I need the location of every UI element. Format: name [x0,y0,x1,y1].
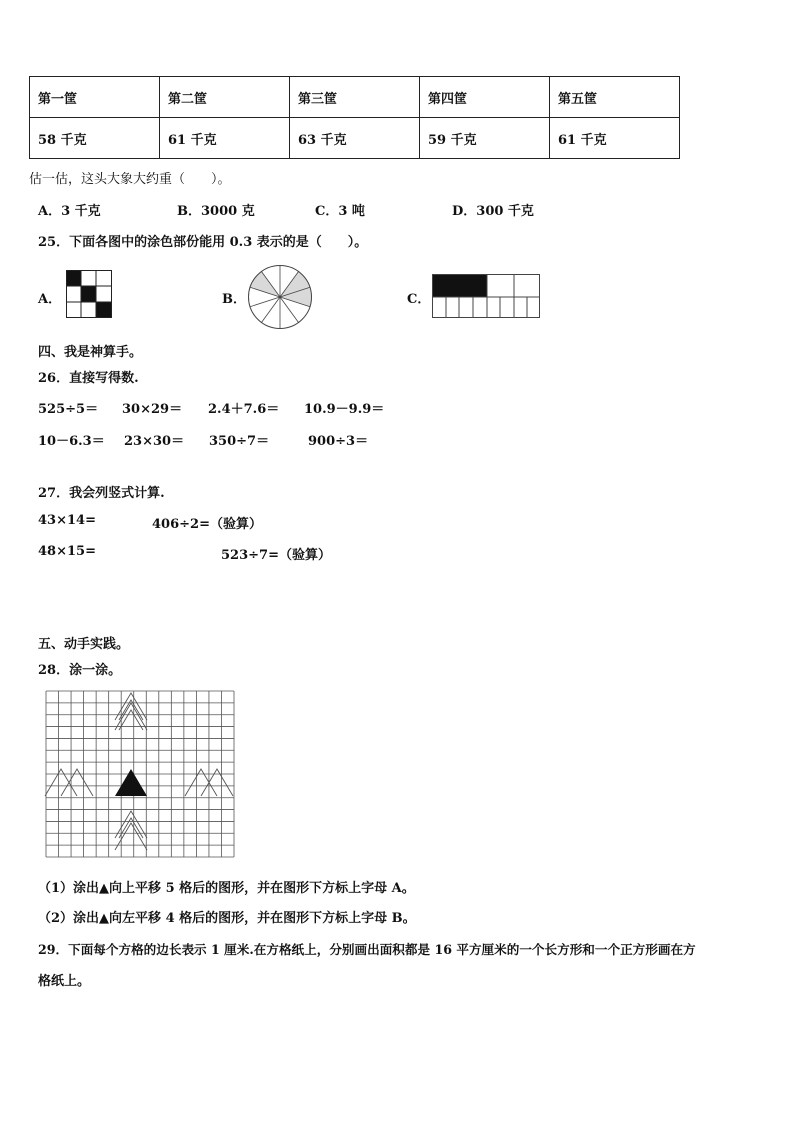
question-27-text: 27．我会列竖式计算. [38,486,165,501]
weights-table [29,76,680,159]
section-4-title: 四、我是神算手。 [38,345,143,360]
calc-item: 48×15= [38,544,96,559]
q25-label-b: B． [222,292,246,307]
option-d: D．300 千克 [452,204,534,219]
table-cell: 58 千克 [30,118,160,159]
table-header-cell: 第三筐 [290,77,420,118]
table-cell: 63 千克 [290,118,420,159]
question-estimate-text: 估一估，这头大象大约重（ ）。 [29,172,231,187]
section-5-title: 五、动手实践。 [38,637,130,652]
option-b: B．3000 克 [177,204,255,219]
question-28-sub-1: （1）涂出▲向上平移 5 格后的图形，并在图形下方标上字母 A。 [38,881,415,896]
table-cell: 61 千克 [550,118,680,159]
calc-item: 2.4＋7.6＝ [208,402,280,417]
question-28-sub-2: （2）涂出▲向左平移 4 格后的图形，并在图形下方标上字母 B。 [38,911,416,926]
question-25-text: 25．下面各图中的涂色部份能用 0.3 表示的是（ ）。 [38,235,368,250]
calc-item: 43×14= [38,513,96,528]
question-29-line-2: 格纸上。 [38,974,91,989]
figure-a-grid [66,270,112,318]
option-a: A．3 千克 [38,204,101,219]
table-header-cell: 第二筐 [160,77,290,118]
table-cell: 61 千克 [160,118,290,159]
question-29-line-1: 29．下面每个方格的边长表示 1 厘米.在方格纸上，分别画出面积都是 16 平方厘米的一个长方形和一个正方形画在方 [38,942,696,957]
calc-item: 10－6.3＝ [38,434,105,449]
table-header-cell: 第一筐 [30,77,160,118]
calc-item: 30×29＝ [122,402,183,417]
table-row [30,118,680,159]
calc-item: 10.9－9.9＝ [304,402,385,417]
calc-item: 525÷5＝ [38,402,99,417]
question-26-text: 26．直接写得数. [38,371,139,386]
table-header-cell: 第五筐 [550,77,680,118]
calc-item: 523÷7=（验算） [221,548,331,563]
calc-item: 406÷2=（验算） [152,517,262,532]
solid-triangle [115,769,147,796]
option-c: C．3 吨 [315,204,365,219]
calc-item: 23×30＝ [124,434,185,449]
table-header-row [30,77,680,118]
calc-item: 350÷7＝ [209,434,270,449]
q25-label-a: A． [38,292,62,307]
translation-grid [45,690,235,858]
figure-c-bar [432,274,540,318]
table-header-cell: 第四筐 [420,77,550,118]
figure-b-circle [248,265,312,329]
calc-item: 900÷3＝ [308,434,369,449]
q25-label-c: C． [407,292,431,307]
table-cell: 59 千克 [420,118,550,159]
question-28-text: 28．涂一涂。 [38,663,122,678]
